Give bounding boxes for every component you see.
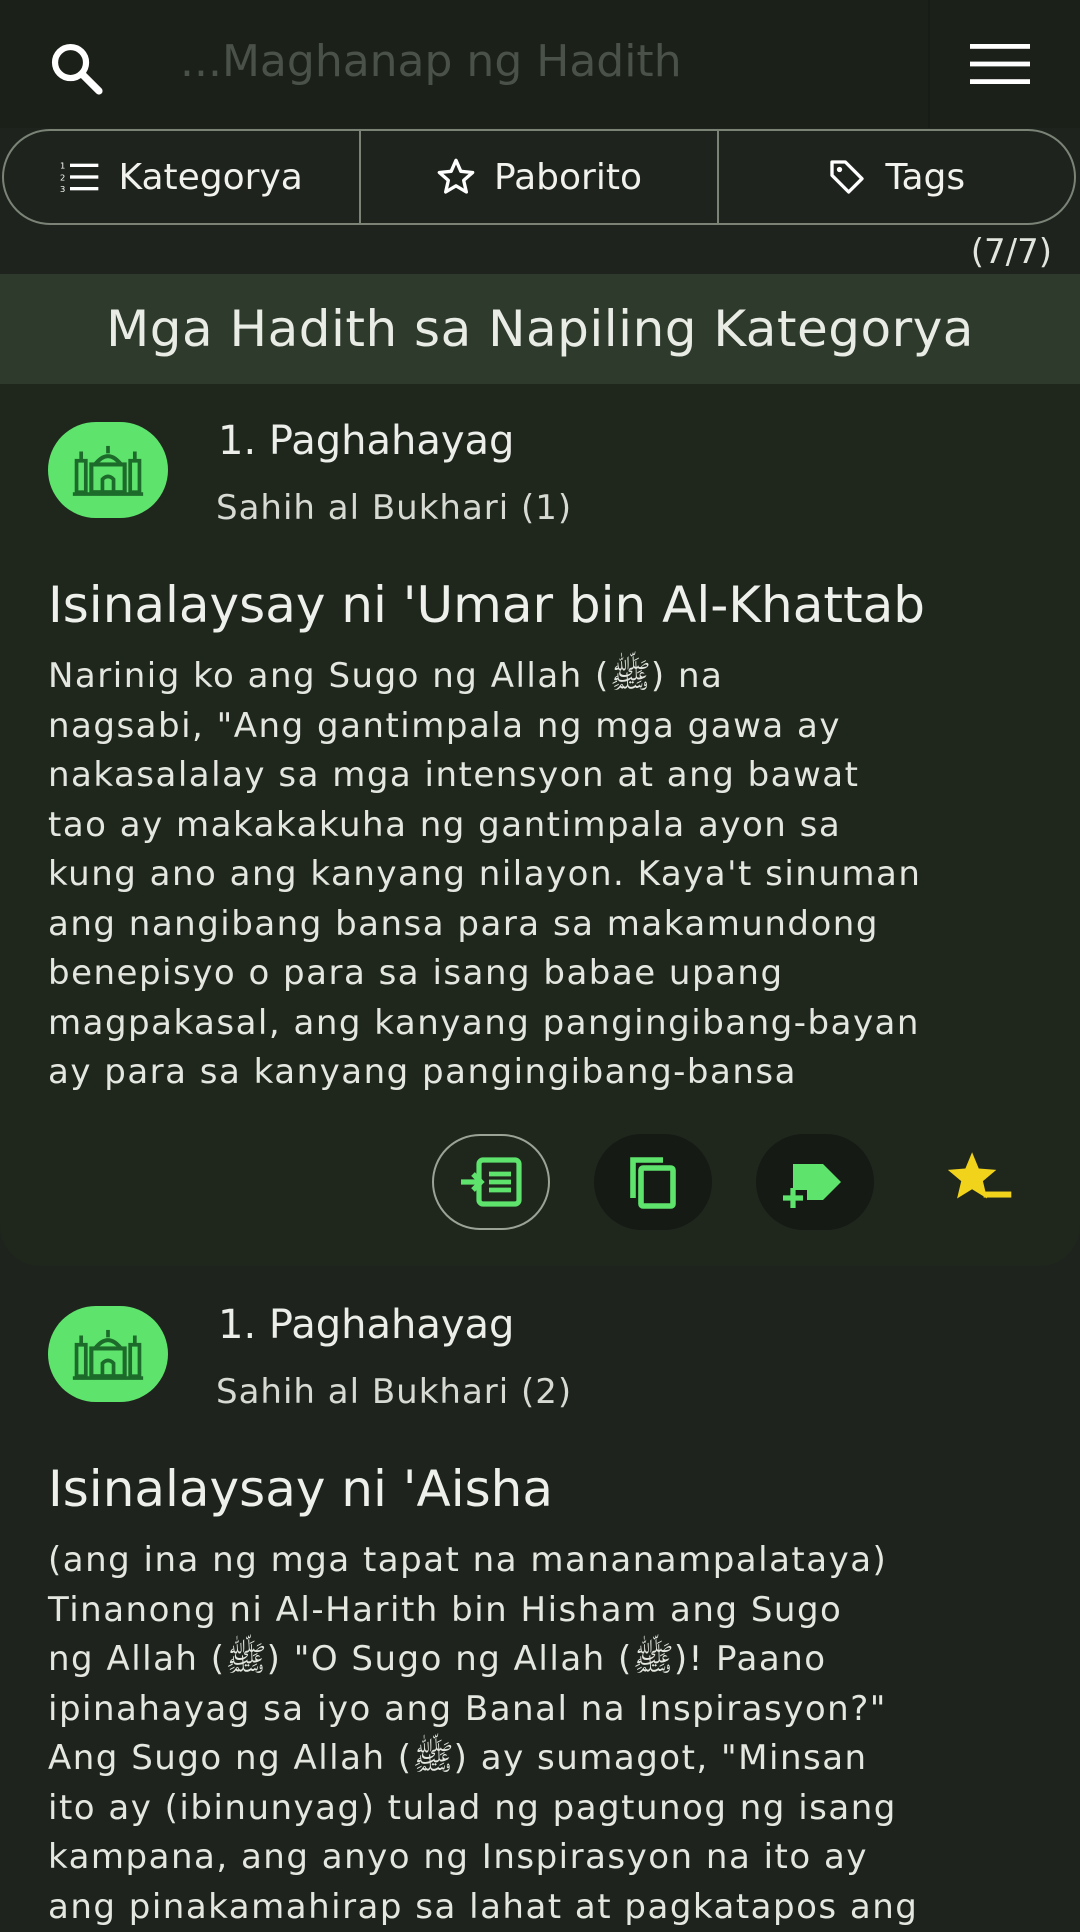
tab-favorites-label: Paborito — [494, 157, 642, 198]
mosque-icon — [71, 1326, 145, 1382]
tab-tags-label: Tags — [885, 157, 965, 198]
hadith-narrator: Isinalaysay ni 'Umar bin Al-Khattab — [48, 576, 925, 634]
section-banner — [0, 274, 1080, 384]
hadith-line: ito ay (ibinunyag) tulad ng pagtunog ng isang — [48, 1784, 1048, 1834]
tab-category-label: Kategorya — [118, 157, 302, 198]
svg-text:3: 3 — [60, 184, 65, 194]
tag-icon — [827, 157, 867, 197]
remove-favorite-star-icon[interactable] — [944, 1150, 1014, 1210]
hadith-line: ang nangibang bansa para sa makamundong — [48, 900, 1048, 950]
hadith-narrator: Isinalaysay ni 'Aisha — [48, 1460, 553, 1518]
hadith-line: kung ano ang kanyang nilayon. Kaya't sinuman — [48, 850, 1048, 900]
hadith-line: Tinanong ni Al-Harith bin Hisham ang Sugo — [48, 1586, 1048, 1636]
category-avatar — [48, 1306, 168, 1402]
hadith-source: Sahih al Bukhari (2) — [216, 1372, 572, 1412]
hadith-line: ay para sa kanyang pangingibang-bansa — [48, 1048, 1048, 1098]
filter-tab-bar — [2, 129, 1076, 225]
hadith-line: (ang ina ng mga tapat na mananampalataya) — [48, 1536, 1048, 1586]
hadith-chapter: 1. Paghahayag — [218, 418, 514, 464]
tab-favorites[interactable] — [359, 131, 716, 223]
hadith-line: benepisyo o para sa isang babae upang — [48, 949, 1048, 999]
hadith-chapter: 1. Paghahayag — [218, 1302, 514, 1348]
hadith-line: ng Allah (ﷺ) "O Sugo ng Allah (ﷺ)! Paano — [48, 1635, 1048, 1685]
category-avatar — [48, 422, 168, 518]
add-tag-button[interactable] — [756, 1134, 874, 1230]
hadith-line: Narinig ko ang Sugo ng Allah (ﷺ) na — [48, 652, 1048, 702]
hadith-line: ipinahayag sa iyo ang Banal na Inspirasyon?" — [48, 1685, 1048, 1735]
copy-icon — [621, 1154, 685, 1210]
hamburger-menu-icon[interactable] — [970, 44, 1030, 84]
star-outline-icon — [436, 157, 476, 197]
hadith-text — [48, 1536, 1048, 1932]
tab-category[interactable] — [4, 131, 359, 223]
divider — [928, 0, 930, 128]
hadith-line: nagsabi, "Ang gantimpala ng mga gawa ay — [48, 702, 1048, 752]
svg-text:1: 1 — [60, 161, 65, 171]
hadith-text — [48, 652, 1048, 1098]
hadith-line: Ang Sugo ng Allah (ﷺ) ay sumagot, "Minsan — [48, 1734, 1048, 1784]
hadith-line: magpakasal, ang kanyang pangingibang-bayan — [48, 999, 1048, 1049]
hadith-line: tao ay makakakuha ng gantimpala ayon sa — [48, 801, 1048, 851]
tab-tags[interactable] — [717, 131, 1074, 223]
open-detail-button[interactable] — [432, 1134, 550, 1230]
mosque-icon — [71, 442, 145, 498]
section-title: Mga Hadith sa Napiling Kategorya — [106, 300, 974, 358]
hadith-line: kampana, ang anyo ng Inspirasyon na ito ay — [48, 1833, 1048, 1883]
copy-button[interactable] — [594, 1134, 712, 1230]
list-icon — [60, 157, 100, 197]
result-counter: (7/7) — [971, 232, 1052, 272]
add-tag-icon — [783, 1154, 847, 1210]
hadith-line: ang pinakamahirap sa lahat at pagkatapos ang — [48, 1883, 1048, 1932]
search-icon[interactable] — [46, 38, 108, 100]
search-input[interactable]: ...Maghanap ng Hadith — [180, 36, 682, 87]
hadith-source: Sahih al Bukhari (1) — [216, 488, 572, 528]
svg-text:2: 2 — [60, 172, 65, 182]
top-app-bar — [0, 0, 1080, 128]
hadith-line: nakasalalay sa mga intensyon at ang bawat — [48, 751, 1048, 801]
open-detail-icon — [459, 1154, 523, 1210]
